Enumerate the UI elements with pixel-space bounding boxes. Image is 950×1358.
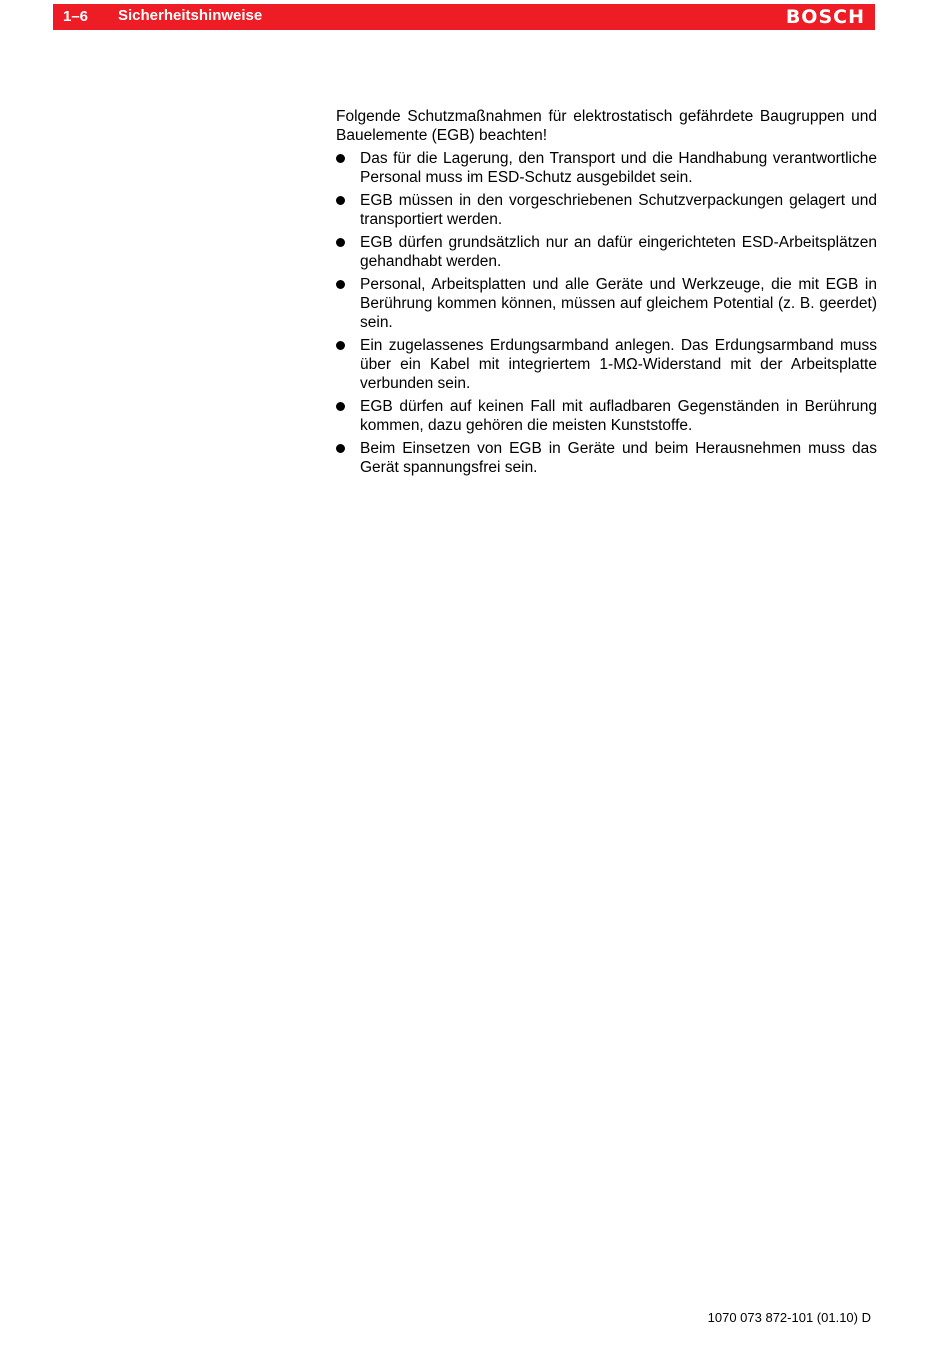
list-item-text: EGB müssen in den vorgeschriebenen Schutzverpackungen gelagert und transportiert werden. [360,192,877,228]
bullet-icon [336,238,345,247]
document-number: 1070 073 872-101 (01.10) D [707,1310,871,1325]
bullet-icon [336,196,345,205]
page-number: 1–6 [63,8,89,25]
bullet-icon [336,154,345,163]
list-item-text: Beim Einsetzen von EGB in Geräte und beim Herausnehmen muss das Gerät spannungsfrei sein. [360,440,877,476]
list-item [336,397,877,435]
list-item [336,233,877,271]
list-item [336,275,877,332]
list-item-text: EGB dürfen grundsätzlich nur an dafür eingerichteten ESD-Arbeitsplätzen gehandhabt werden. [360,234,877,270]
list-item-text: EGB dürfen auf keinen Fall mit aufladbaren Gegenständen in Berührung kommen, dazu gehören die meisten Kunststoffe. [360,398,877,434]
precaution-list [336,149,877,477]
page-header [53,4,875,30]
section-title: Sicherheitshinweise [118,7,263,24]
bullet-icon [336,341,345,350]
list-item-text: Personal, Arbeitsplatten und alle Geräte und Werkzeuge, die mit EGB in Berührung kommen können, müssen auf gleichem Potential (z. B. geerdet) sein. [360,276,877,331]
list-item-text: Das für die Lagerung, den Transport und die Handhabung verantwortliche Personal muss im ESD-Schutz ausgebildet sein. [360,150,877,186]
list-item [336,149,877,187]
bullet-icon [336,444,345,453]
brand-logo: BOSCH [785,6,865,28]
bullet-icon [336,280,345,289]
intro-text: Folgende Schutzmaßnahmen für elektrostatisch gefährdete Baugruppen und Bauelemente (EGB) beachten! [336,108,877,144]
list-item [336,439,877,477]
list-item [336,336,877,393]
bullet-icon [336,402,345,411]
list-item-text: Ein zugelassenes Erdungsarmband anlegen. Das Erdungsarmband muss über ein Kabel mit integriertem 1-MΩ-Widerstand mit der Arbeitsplatte verbunden sein. [360,337,877,392]
list-item [336,191,877,229]
main-content [336,107,877,481]
